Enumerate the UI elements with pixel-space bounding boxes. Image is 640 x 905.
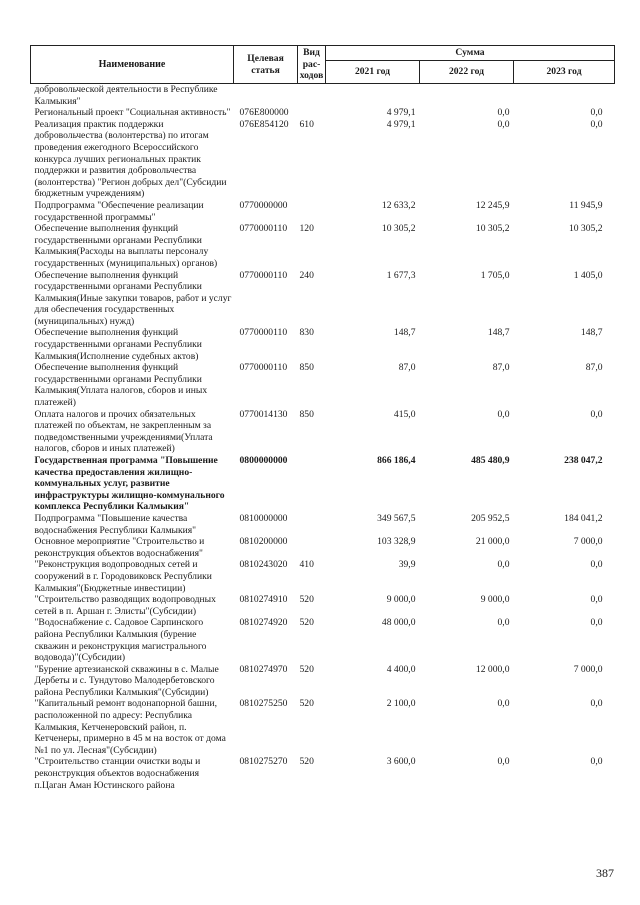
- row-amount-2022: 0,0: [497, 698, 510, 710]
- row-amount-2022: [420, 84, 514, 108]
- table-row: [31, 84, 615, 108]
- header-name: Наименование: [31, 46, 234, 84]
- row-target-article: 0810274970: [239, 663, 288, 675]
- row-amount-2022: 10 305,2: [475, 223, 510, 235]
- row-target-article: 0770000110: [239, 269, 288, 281]
- row-name: "Реконструкция водопроводных сетей и сооружений в г. Городовиковск Республики Калмыкия"(Бюджетные инвестиции): [34, 559, 212, 594]
- row-amount-2021: 9 000,0: [386, 594, 416, 606]
- row-amount-2021: 87,0: [398, 362, 416, 374]
- row-amount-2023: 184 041,2: [564, 512, 603, 524]
- row-expense-type: 610: [299, 118, 314, 130]
- row-amount-2021: 10 305,2: [381, 223, 416, 235]
- row-expense-type: [298, 455, 326, 513]
- row-amount-2021: 866 186,4: [377, 455, 416, 466]
- row-name: "Строительство станции очистки воды и реконструкция объектов водоснабжения п.Цаган Аман Юстинского района: [34, 756, 201, 791]
- row-amount-2021: 4 400,0: [386, 663, 416, 675]
- row-amount-2021: 349 567,5: [377, 512, 416, 524]
- row-amount-2023: 0,0: [590, 617, 603, 629]
- row-amount-2022: 12 000,0: [475, 663, 510, 675]
- row-name: Оплата налогов и прочих обязательных платежей по объектам, не закрепленным за подведомственными учреждениями(Уплата налогов, сборов и иных платежей): [34, 408, 213, 455]
- row-amount-2021: 4 979,1: [386, 107, 416, 119]
- row-amount-2023: 0,0: [590, 698, 603, 710]
- row-expense-type: 520: [299, 698, 314, 710]
- row-amount-2021: 3 600,0: [386, 756, 416, 768]
- row-amount-2023: 0,0: [590, 107, 603, 119]
- row-amount-2023: 0,0: [590, 756, 603, 768]
- header-year-2021: 2021 год: [326, 61, 420, 84]
- row-expense-type: 520: [299, 594, 314, 606]
- row-target-article: 0770014130: [239, 408, 288, 420]
- row-amount-2021: 1 677,3: [386, 269, 416, 281]
- row-target-article: 0810275250: [239, 698, 288, 710]
- budget-table-page: [30, 45, 614, 791]
- row-amount-2021: 39,9: [398, 559, 416, 571]
- row-target-article: 0810000000: [239, 512, 288, 524]
- row-expense-type: 850: [299, 362, 314, 374]
- row-name: Региональный проект "Социальная активность": [34, 107, 231, 119]
- row-name: Подпрограмма "Обеспечение реализации государственной программы": [34, 199, 204, 223]
- row-name: Обеспечение выполнения функций государственными органами Республики Калмыкия(Иные закупки товаров, работ и услуг для обеспечения государственных (муниципальных) нужд): [34, 269, 232, 327]
- row-name: Обеспечение выполнения функций государственными органами Республики Калмыкия(Уплата налогов, сборов и иных платежей): [34, 362, 208, 409]
- row-amount-2022: 0,0: [497, 559, 510, 571]
- row-target-article: 076Е800000: [239, 107, 289, 119]
- row-amount-2022: 0,0: [497, 118, 510, 130]
- row-amount-2022: 205 952,5: [471, 512, 510, 524]
- row-amount-2022: 0,0: [497, 107, 510, 119]
- row-name: Подпрограмма "Повышение качества водоснабжения Республики Калмыкия": [34, 512, 197, 536]
- row-target-article: 0810243020: [239, 559, 288, 571]
- row-expense-type: [298, 536, 326, 559]
- table-row: [31, 698, 615, 756]
- row-expense-type: 120: [299, 223, 314, 235]
- table-row: [31, 107, 615, 119]
- row-target-article: 076Е854120: [239, 118, 289, 130]
- row-target-article: [234, 84, 298, 108]
- table-row: [31, 559, 615, 594]
- row-amount-2023: [514, 84, 615, 108]
- row-target-article: 0770000110: [239, 362, 288, 374]
- header-year-2022: 2022 год: [420, 61, 514, 84]
- table-row: [31, 362, 615, 408]
- row-target-article: 0810275270: [239, 756, 288, 768]
- row-amount-2022: 21 000,0: [475, 536, 510, 548]
- row-amount-2021: 12 633,2: [381, 199, 416, 211]
- table-row: [31, 664, 615, 699]
- table-row: [31, 513, 615, 536]
- header-expense-type: Вид рас-ходов: [298, 46, 326, 84]
- row-name: Реализация практик поддержки добровольчества (волонтерства) по итогам проведения ежегодного Всероссийского конкурса лучших региональных практик поддержки и развития добровольчества (волонтерства) "Регион добрых дел"(Субсидии бюджетным учреждениям): [34, 118, 227, 200]
- row-name: Основное мероприятие "Строительство и реконструкция объектов водоснабжения": [34, 536, 205, 559]
- row-target-article: 0800000000: [239, 455, 288, 466]
- row-name: "Водоснабжение с. Садовое Сарпинского района Республики Калмыкия (бурение скважин и реконструкция магистрального водовода)"(Субсидии): [34, 617, 207, 664]
- table-row: [31, 270, 615, 328]
- row-amount-2023: 1 405,0: [573, 269, 603, 281]
- row-target-article: 0770000110: [239, 327, 288, 339]
- row-amount-2022: 12 245,9: [475, 199, 510, 211]
- row-amount-2022: 1 705,0: [480, 269, 510, 281]
- table-row: [31, 119, 615, 200]
- row-amount-2022: 9 000,0: [480, 594, 510, 606]
- row-expense-type: 410: [299, 559, 314, 571]
- row-name: "Строительство разводящих водопроводных сетей в п. Аршан г. Элисты"(Субсидии): [34, 594, 216, 617]
- row-expense-type: [298, 84, 326, 108]
- row-name: Обеспечение выполнения функций государственными органами Республики Калмыкия(Расходы на выплаты персоналу государственных (муниципальных) органов): [34, 223, 218, 269]
- table-row: [31, 536, 615, 559]
- table-row: [31, 327, 615, 362]
- row-expense-type: 240: [299, 269, 314, 281]
- row-amount-2022: 485 480,9: [471, 455, 510, 466]
- row-target-article: 0770000000: [239, 199, 288, 211]
- row-amount-2021: 103 328,9: [377, 536, 416, 548]
- row-amount-2021: 4 979,1: [386, 118, 416, 130]
- row-amount-2022: 0,0: [497, 617, 510, 629]
- row-amount-2021: 415,0: [393, 408, 416, 420]
- row-name: добровольческой деятельности в Республике Калмыкия": [34, 84, 218, 107]
- header-year-2023: 2023 год: [514, 61, 615, 84]
- row-amount-2021: 148,7: [393, 327, 416, 339]
- row-expense-type: 520: [299, 756, 314, 768]
- table-row: [31, 594, 615, 617]
- row-amount-2022: 87,0: [492, 362, 510, 374]
- table-row: [31, 409, 615, 455]
- page-number: 387: [596, 866, 614, 880]
- table-row: [31, 455, 615, 513]
- row-expense-type: 830: [299, 327, 314, 339]
- row-amount-2021: 48 000,0: [381, 617, 416, 629]
- header-target-article: Целевая статья: [234, 46, 298, 84]
- row-amount-2023: 0,0: [590, 594, 603, 606]
- table-row: [31, 617, 615, 663]
- header-sum: Сумма: [326, 46, 615, 61]
- row-name: Государственная программа "Повышение качества предоставления жилищно-коммунальных услуг, развитие инфраструктуры жилищно-коммунального комплекса Республики Калмыкия": [34, 455, 225, 513]
- table-header: [31, 46, 615, 84]
- table-row: [31, 756, 615, 791]
- row-expense-type: 520: [299, 663, 314, 675]
- row-target-article: 0770000110: [239, 223, 288, 235]
- row-amount-2023: 87,0: [585, 362, 603, 374]
- row-target-article: 0810274920: [239, 617, 288, 629]
- row-amount-2023: 0,0: [590, 118, 603, 130]
- table-row: [31, 223, 615, 269]
- row-amount-2023: 0,0: [590, 408, 603, 420]
- row-amount-2023: 7 000,0: [573, 663, 603, 675]
- row-amount-2021: [326, 84, 420, 108]
- row-amount-2022: 0,0: [497, 408, 510, 420]
- row-expense-type: [298, 107, 326, 119]
- row-expense-type: [298, 513, 326, 536]
- row-expense-type: 850: [299, 408, 314, 420]
- row-name: Обеспечение выполнения функций государственными органами Республики Калмыкия(Исполнение судебных актов): [34, 327, 202, 362]
- row-name: "Бурение артезианской скважины в с. Малые Дербеты и с. Тундутово Малодербетовского района Республики Калмыкия"(Субсидии): [34, 663, 219, 698]
- row-expense-type: [298, 200, 326, 223]
- row-amount-2021: 2 100,0: [386, 698, 416, 710]
- row-amount-2023: 10 305,2: [568, 223, 603, 235]
- row-amount-2023: 238 047,2: [564, 455, 603, 466]
- table-body: [31, 84, 615, 792]
- row-amount-2022: 0,0: [497, 756, 510, 768]
- row-amount-2023: 0,0: [590, 559, 603, 571]
- row-amount-2023: 11 945,9: [569, 199, 603, 211]
- budget-table: [30, 45, 615, 791]
- row-target-article: 0810274910: [239, 594, 288, 606]
- row-amount-2023: 7 000,0: [573, 536, 603, 548]
- row-target-article: 0810200000: [239, 536, 288, 548]
- row-amount-2022: 148,7: [487, 327, 510, 339]
- table-row: [31, 200, 615, 223]
- row-name: "Капитальный ремонт водонапорной башни, расположенной по адресу: Республика Калмыкия, Кетченеровский район, п. Кетченеры, примерно в 45 м на восток от дома №1 по ул. Лесная"(Субсидии): [34, 698, 226, 756]
- row-amount-2023: 148,7: [580, 327, 603, 339]
- row-expense-type: 520: [299, 617, 314, 629]
